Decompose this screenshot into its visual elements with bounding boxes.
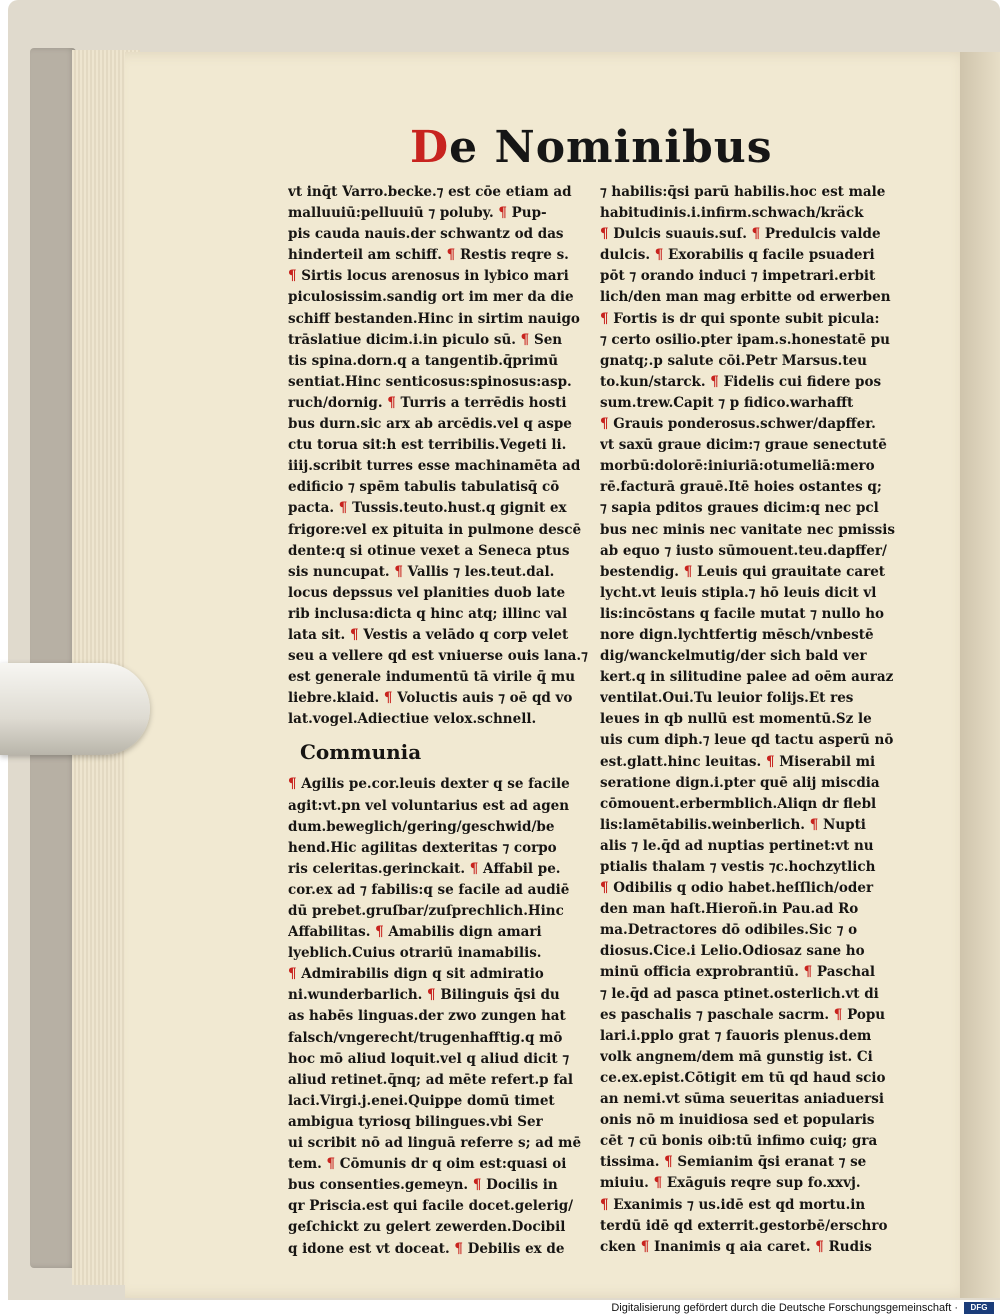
- page-clip-marker: [0, 663, 150, 755]
- text-line: lich/den man mag erbitte od erwerben: [600, 289, 891, 306]
- text-line: morbū:dolorē:iniuriā:otumeliā:mero: [600, 458, 875, 475]
- text-line: den man haſt.Hieroñ.in Pau.ad Ro: [600, 901, 859, 918]
- text-line: dente:q si otinue vexet a Seneca ptus: [288, 542, 570, 559]
- text-line: ¶ Grauis ponderosus.schwer/dapffer.: [600, 416, 876, 433]
- text-line: leues in qb nullū est momentū.Sz le: [600, 711, 872, 728]
- text-line: lis:incōstans q facile mutat ⁊ nullo ho: [600, 605, 885, 622]
- text-line: frigore:vel ex pituita in pulmone descē: [288, 521, 582, 538]
- text-line: es paschalis ⁊ paschale sacrm. ¶ Popu: [600, 1006, 886, 1023]
- paragraph-mark: ¶: [653, 1175, 663, 1192]
- paragraph-mark: ¶: [683, 563, 693, 580]
- text-line: locus depssus vel planities duob late: [288, 584, 566, 601]
- text-line: bus durn.sic arx ab arcēdis.vel q aspe: [288, 416, 572, 433]
- text-line: laci.Virgi.j.enei.Quippe domū timet: [288, 1092, 555, 1109]
- text-line: ¶ Exanimis ⁊ us.idē est qd mortu.in: [600, 1196, 866, 1213]
- paragraph-mark: ¶: [427, 987, 436, 1004]
- footer: [0, 1300, 1000, 1316]
- text-line: ¶ Odibilis q odio habet.heſſlich/oder: [600, 880, 874, 897]
- text-line: ma.Detractores dō odibiles.Sic ⁊ o: [600, 922, 858, 939]
- paragraph-mark: ¶: [809, 816, 819, 833]
- text-line: to.kun/starck. ¶ Fidelis cui fidere pos: [600, 373, 882, 390]
- paragraph-mark: ¶: [498, 205, 507, 222]
- paragraph-mark: ¶: [600, 880, 609, 897]
- text-line: seratione dign.i.pter quē alij miscdia: [600, 774, 880, 791]
- paragraph-mark: ¶: [803, 964, 813, 981]
- paragraph-mark: ¶: [454, 1240, 463, 1257]
- text-line: ⁊ le.q̄d ad pasca ptinet.osterlich.vt di: [600, 985, 879, 1002]
- paragraph-mark: ¶: [600, 310, 609, 327]
- text-line: iiij.scribit turres esse machinamēta ad: [288, 458, 581, 475]
- text-line: dig/wanckelmutig/der sich bald ver: [600, 648, 867, 665]
- text-line: vt inq̄t Varro.becke.⁊ est cōe etiam ad: [288, 184, 572, 200]
- paragraph-mark: ¶: [520, 331, 530, 348]
- text-line: nore dign.lychtfertig mēsch/vnbestē: [600, 626, 874, 643]
- text-line: Affabilitas. ¶ Amabilis dign amari: [288, 924, 542, 941]
- text-line: gnatq;.p salute cōi.Petr Marsus.teu: [600, 352, 867, 369]
- text-line: schiff bestanden.Hinc in sirtim nauigo: [288, 310, 580, 327]
- paragraph-mark: ¶: [710, 373, 719, 390]
- section-heading: Communia: [300, 740, 422, 765]
- paragraph-mark: ¶: [664, 1154, 673, 1171]
- paragraph-mark: ¶: [326, 1156, 336, 1173]
- text-line: cor.ex ad ⁊ fabilis:q se facile ad audiē: [288, 881, 570, 898]
- text-line: kert.q in silitudine palee ad oēm auraz: [600, 669, 894, 686]
- paragraph-mark: ¶: [815, 1238, 824, 1255]
- text-line: miuiu. ¶ Exāguis reqre sup fo.xxvj.: [600, 1175, 861, 1192]
- text-line: bus consenties.gemeyn. ¶ Docilis in: [288, 1177, 558, 1194]
- paragraph-mark: ¶: [446, 247, 456, 264]
- text-line: ¶ Dulcis suauis.suſ. ¶ Predulcis valde: [600, 226, 881, 243]
- text-line: seu a vellere qd est vniuerse ouis lana.⁊: [288, 648, 588, 665]
- text-line: volk angnem/dem mā gunstig ist. Ci: [600, 1048, 873, 1065]
- title-text: e Nominibus: [449, 122, 773, 173]
- text-line: cken ¶ Inanimis q aia caret. ¶ Rudis: [600, 1238, 872, 1255]
- text-line: ¶ Fortis is dr qui sponte subit picula:: [600, 310, 880, 327]
- text-line: cēt ⁊ cū bonis oib:tū infimo cuiq; gra: [600, 1133, 878, 1150]
- text-line: ⁊ sapia pditos graues dicim:q nec pcl: [600, 500, 879, 517]
- paragraph-mark: ¶: [383, 690, 393, 707]
- text-line: ni.wunderbarlich. ¶ Bilinguis q̄si du: [288, 987, 560, 1004]
- text-line: est generale indumentū tā virile q̄ mu: [288, 669, 576, 686]
- text-line: lari.i.pplo grat ⁊ fauoris plenus.dem: [600, 1027, 872, 1044]
- text-line: dum.beweglich/gering/geschwid/be: [288, 818, 555, 835]
- text-line: terdū idē qd exterrit.gestorbē/erschro: [600, 1217, 888, 1234]
- text-line: ⁊ habilis:q̄si parū habilis.hoc est male: [600, 184, 886, 200]
- paragraph-mark: ¶: [375, 924, 384, 941]
- text-line: habitudinis.i.infirm.schwach/kräck: [600, 205, 864, 222]
- text-line: hinderteil am schiff. ¶ Restis reqre s.: [288, 247, 569, 264]
- book-cover-edge: [30, 48, 76, 1268]
- binding-gutter: [960, 52, 1000, 1298]
- paragraph-mark: ¶: [288, 966, 297, 983]
- text-line: geſchickt zu gelert zewerden.Docibil: [288, 1219, 566, 1236]
- paragraph-mark: ¶: [833, 1006, 843, 1023]
- text-line: ventilat.Oui.Tu leuior folijs.Et res: [600, 690, 854, 707]
- text-line: bestendig. ¶ Leuis qui grauitate caret: [600, 563, 886, 580]
- text-line: malluuiū:pelluuiū ⁊ poluby. ¶ Pup-: [288, 205, 547, 222]
- text-line: hend.Hic agilitas dexteritas ⁊ corpo: [288, 839, 557, 856]
- text-line: lis:lamētabilis.weinberlich. ¶ Nupti: [600, 816, 866, 833]
- text-line: agit:vt.pn vel voluntarius est ad agen: [288, 797, 570, 814]
- text-line: ui scribit nō ad linguā referre s; ad mē: [288, 1135, 582, 1152]
- text-line: sentiat.Hinc senticosus:spinosus:asp.: [288, 373, 572, 390]
- text-line: trāslatiue dicim.i.in piculo sū. ¶ Sen: [288, 331, 563, 348]
- text-line: ⁊ certo osilio.pter ipam.s.honestatē pu: [600, 331, 890, 348]
- text-line: ptialis thalam ⁊ vestis ⁊c.hochzytlich: [600, 859, 876, 875]
- text-line: diosus.Cice.i Lelio.Odiosaz sane ho: [600, 943, 865, 960]
- text-line: ¶ Agilis pe.cor.leuis dexter q se facile: [288, 776, 570, 793]
- text-line: lycht.vt leuis stipla.⁊ hō leuis dicit vl: [600, 584, 877, 601]
- text-line: onis nō m inuidiosa sed et popularis: [600, 1112, 875, 1129]
- text-line: lata sit. ¶ Vestis a velādo q corp velet: [288, 626, 569, 643]
- text-line: ab equo ⁊ iusto sūmouent.teu.dapffer/: [600, 542, 887, 559]
- text-line: tem. ¶ Cōmunis dr q oim est:quasi oi: [288, 1156, 567, 1173]
- footer-credit: Digitalisierung gefördert durch die Deutsche Forschungsgemeinschaft ·: [611, 1302, 958, 1314]
- paragraph-mark: ¶: [338, 500, 348, 517]
- text-line: ¶ Sirtis locus arenosus in lybico mari: [288, 268, 569, 285]
- text-line: lat.vogel.Adiectiue velox.schnell.: [288, 711, 537, 728]
- text-line: rē.facturā grauē.Itē hoies ostantes q;: [600, 479, 882, 496]
- text-line: dulcis. ¶ Exorabilis q facile psuaderi: [600, 247, 875, 264]
- text-line: an nemi.vt sūma seueritas aniaduersi: [600, 1091, 884, 1108]
- paragraph-mark: ¶: [765, 753, 775, 770]
- text-line: ris celeritas.gerinckait. ¶ Affabil pe.: [288, 860, 561, 877]
- paragraph-mark: ¶: [349, 626, 359, 643]
- text-line: piculosissim.sandig ort im mer da die: [288, 289, 574, 306]
- text-line: est.glatt.hinc leuitas. ¶ Miserabil mi: [600, 753, 876, 770]
- paragraph-mark: ¶: [600, 416, 609, 433]
- right-column: [600, 182, 910, 1258]
- paragraph-mark: ¶: [288, 776, 297, 793]
- text-line: tis spina.dorn.q a tangentib.q̄primū: [288, 352, 559, 369]
- paragraph-mark: ¶: [600, 1196, 609, 1213]
- left-column: [288, 182, 598, 1260]
- text-line: pis cauda nauis.der schwantz od das: [288, 226, 564, 243]
- text-line: alis ⁊ le.q̄d ad nuptias pertinet:vt nu: [600, 837, 874, 854]
- paragraph-mark: ¶: [387, 394, 396, 411]
- text-line: edificio ⁊ spēm tabulis tabulatisq̄ cō: [288, 479, 560, 496]
- paragraph-mark: ¶: [472, 1177, 482, 1194]
- paragraph-mark: ¶: [640, 1238, 650, 1255]
- text-line: rib inclusa:dicta q hinc atq; illinc val: [288, 605, 568, 622]
- text-line: q idone est vt doceat. ¶ Debilis ex de: [288, 1240, 565, 1257]
- text-line: ¶ Admirabilis dign q sit admiratio: [288, 966, 544, 983]
- text-line: tissima. ¶ Semianim q̄si eranat ⁊ se: [600, 1154, 867, 1171]
- text-line: ambigua tyriosq bilingues.vbi Ser: [288, 1113, 543, 1130]
- text-line: sis nuncupat. ¶ Vallis ⁊ les.teut.dal.: [288, 563, 555, 580]
- text-line: minū officia exprobrantiū. ¶ Paschal: [600, 964, 875, 981]
- paragraph-mark: ¶: [751, 226, 761, 243]
- paragraph-mark: ¶: [288, 268, 297, 285]
- text-line: lyeblich.Cuius otrariū inamabilis.: [288, 945, 542, 962]
- text-line: qr Priscia.est qui facile docet.gelerig/: [288, 1198, 574, 1215]
- paragraph-mark: ¶: [394, 563, 403, 580]
- title-initial: D: [410, 122, 450, 173]
- paragraph-mark: ¶: [654, 247, 664, 264]
- paragraph-mark: ¶: [469, 860, 479, 877]
- text-line: pōt ⁊ orando induci ⁊ impetrari.erbit: [600, 268, 876, 285]
- page-title: [410, 118, 773, 178]
- text-line: falsch/vngerecht/trugenhafftig.q mō: [288, 1029, 563, 1046]
- text-line: dū prebet.gruſbar/zuſprechlich.Hinc: [288, 903, 564, 919]
- text-line: aliud retinet.q̄nq; ad mēte refert.p fal: [288, 1071, 573, 1088]
- text-line: vt saxū graue dicim:⁊ graue senectutē: [600, 437, 887, 454]
- text-line: ce.ex.epist.Cōtigit em tū qd haud scio: [600, 1069, 886, 1086]
- text-line: cōmouent.erbermblich.Aliqn dr flebl: [600, 795, 877, 812]
- text-line: uis cum diph.⁊ leue qd tactu asperū nō: [600, 732, 894, 749]
- text-line: ruch/dornig. ¶ Turris a terrēdis hosti: [288, 394, 567, 411]
- text-line: pacta. ¶ Tussis.teuto.hust.q gignit ex: [288, 500, 567, 517]
- paragraph-mark: ¶: [600, 226, 609, 243]
- text-line: hoc mō aliud loquit.vel q aliud dicit ⁊: [288, 1050, 570, 1067]
- text-line: as habēs linguas.der zwo zungen hat: [288, 1008, 566, 1025]
- text-line: liebre.klaid. ¶ Voluctis auis ⁊ oē qd vo: [288, 690, 573, 707]
- dfg-logo: DFG: [964, 1302, 994, 1314]
- text-line: sum.trew.Capit ⁊ p fidico.warhafft: [600, 394, 854, 411]
- text-line: bus nec minis nec vanitate nec pmissis: [600, 521, 896, 538]
- text-line: ctu torua sit:h est terribilis.Vegeti li.: [288, 437, 567, 454]
